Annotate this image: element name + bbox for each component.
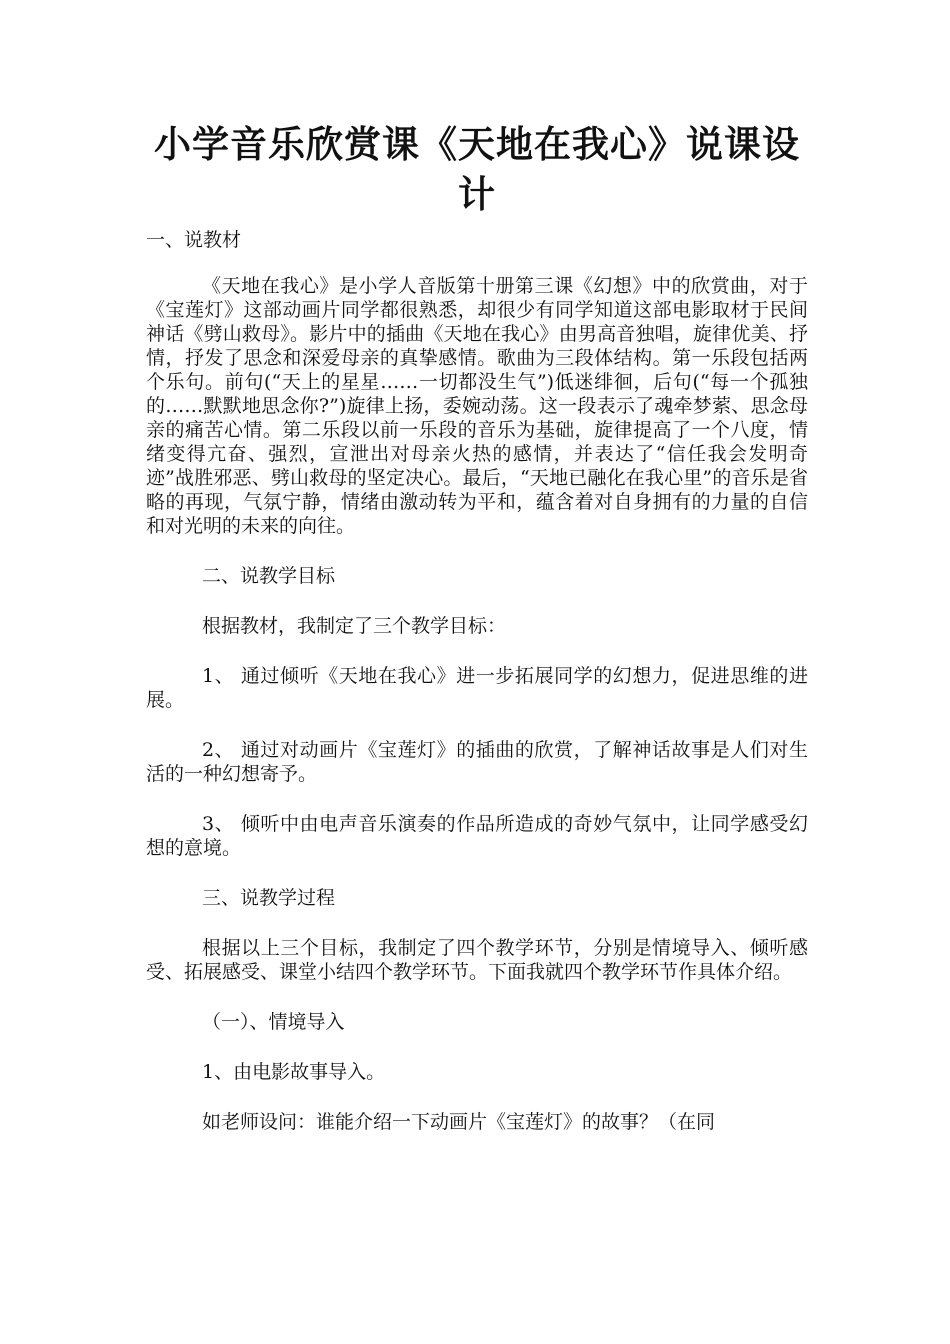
section-heading-goals: 二、说教学目标 xyxy=(202,565,336,587)
goal-item-2: 2、 通过对动画片《宝莲灯》的插曲的欣赏，了解神话故事是人们对生活的一种幻想寄予。 xyxy=(146,739,808,785)
subsection-heading-intro: （一）、情境导入 xyxy=(202,1011,345,1033)
list-item-film-story: 1、由电影故事导入。 xyxy=(202,1061,386,1083)
paragraph-textbook: 《天地在我心》是小学人音版第十册第三课《幻想》中的欣赏曲，对于《宝莲灯》这部动画片同学都很熟悉，却很少有同学知道这部电影取材于民间神话《劈山救母》。影片中的插曲《天地在我心》由男高音独唱，旋律优美、抒情，抒发了思念和深爱母亲的真挚感情。歌曲为三段体结构。第一乐段包括两个乐句。前句(“天上的星星……一切都没生气”)低迷绯徊，后句(“每一个孤独的……默默地思念你?”)旋律上扬，委婉动荡。这一段表示了魂牵梦萦、思念母亲的痛苦心情。第二乐段以前一乐段的音乐为基础，旋律提高了一个八度，情绪变得亢奋、强烈，宣泄出对母亲火热的感情，并表达了“信任我会发明奇迹”战胜邪恶、劈山救母的坚定决心。最后，“天地已融化在我心里”的音乐是省略的再现，气氛宁静，情绪由激动转为平和，蕴含着对自身拥有的力量的自信和对光明的未来的向往。 xyxy=(146,275,808,537)
document-title: 小学音乐欣赏课《天地在我心》说课设计 xyxy=(154,123,800,216)
section-heading-textbook: 一、说教材 xyxy=(146,229,242,251)
section-heading-process: 三、说教学过程 xyxy=(202,887,336,909)
paragraph-process-intro: 根据以上三个目标，我制定了四个教学环节，分别是情境导入、倾听感受、拓展感受、课堂小结四个教学环节。下面我就四个教学环节作具体介绍。 xyxy=(146,937,808,983)
goal-item-1: 1、 通过倾听《天地在我心》进一步拓展同学的幻想力，促进思维的进展。 xyxy=(146,665,808,711)
goal-item-3: 3、 倾听中由电声音乐演奏的作品所造成的奇妙气氛中，让同学感受幻想的意境。 xyxy=(146,813,808,859)
paragraph-teacher-question: 如老师设问：谁能介绍一下动画片《宝莲灯》的故事？（在同 xyxy=(202,1111,716,1133)
document-page xyxy=(146,120,808,1160)
paragraph-goals-intro: 根据教材，我制定了三个教学目标： xyxy=(202,615,507,637)
